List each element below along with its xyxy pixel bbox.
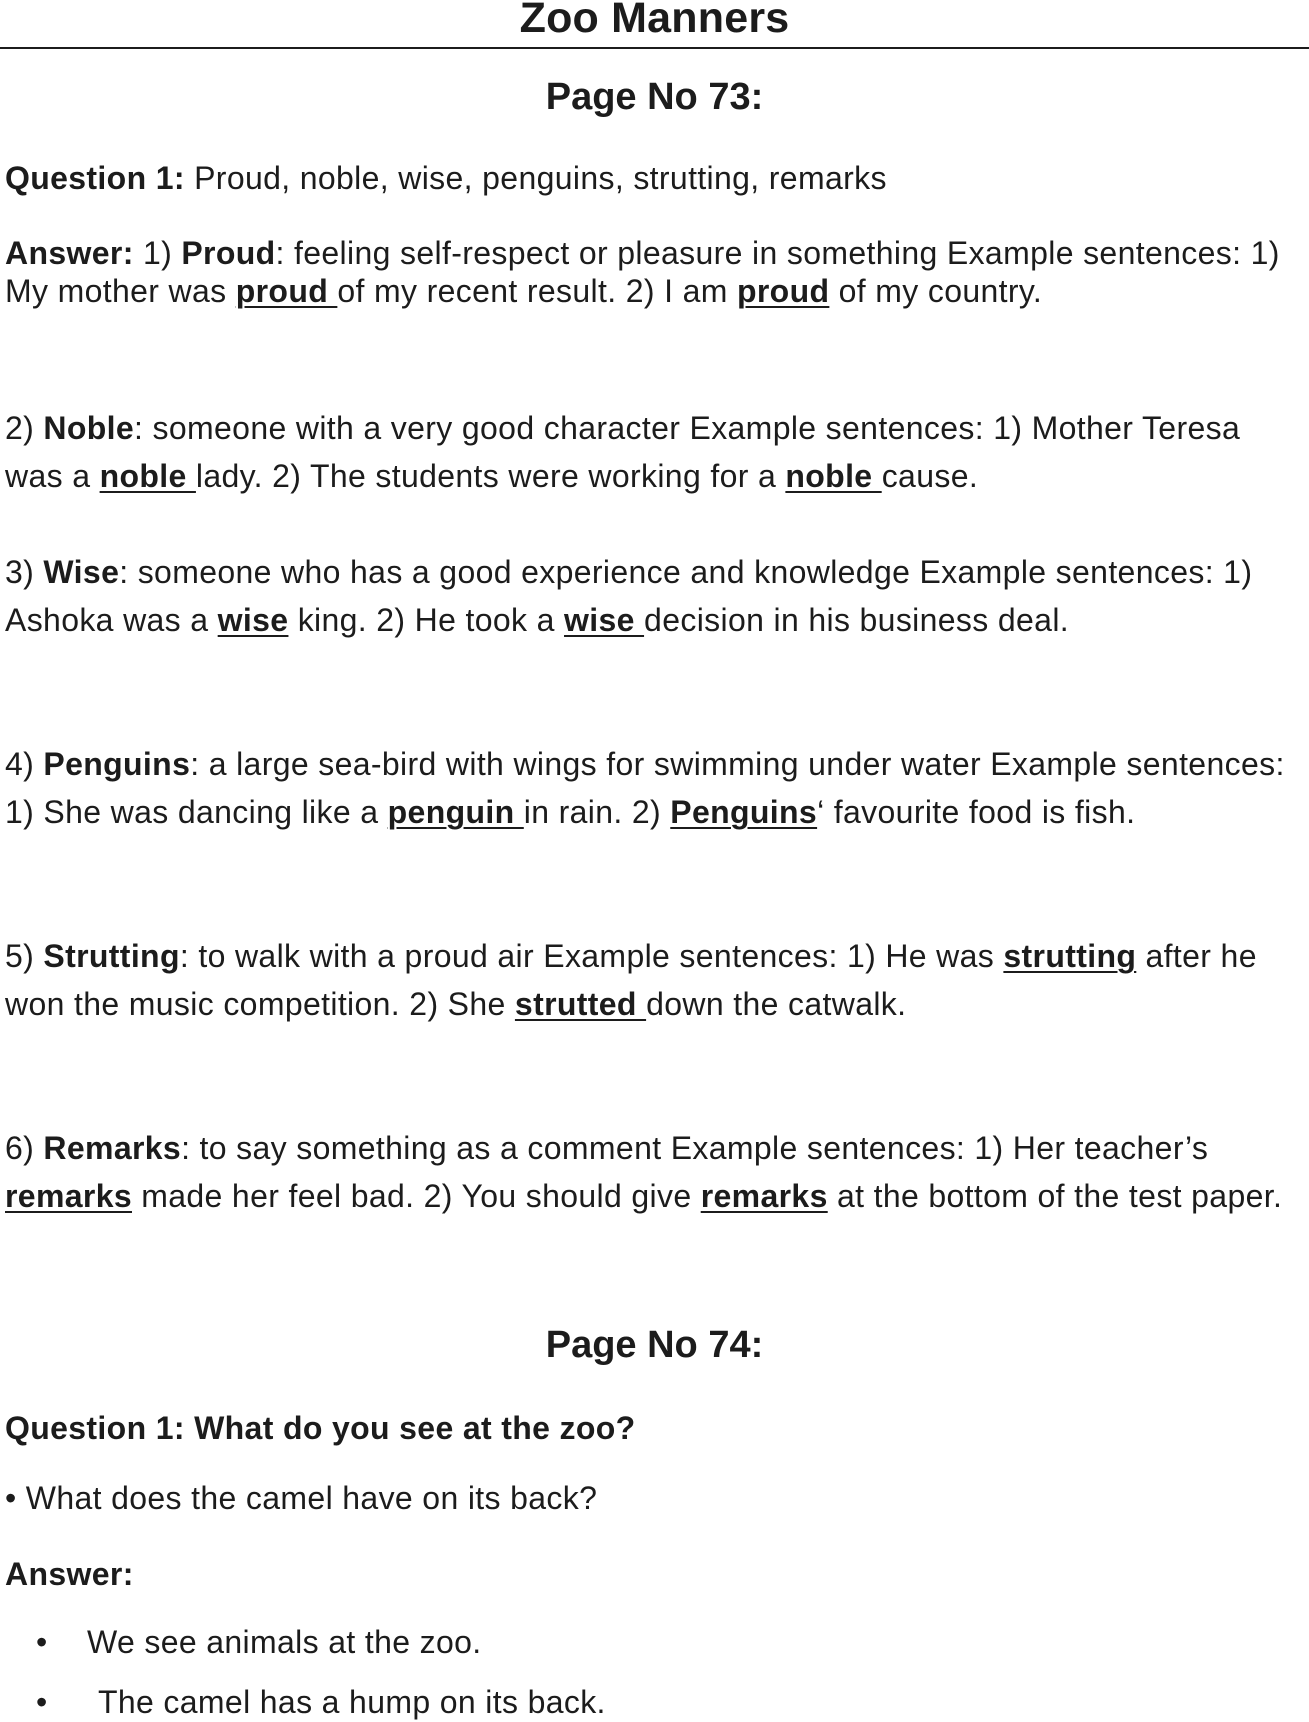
example-word: remarks	[700, 1178, 828, 1214]
vocab-word: Noble	[43, 410, 135, 446]
definition-text: : feeling self-respect or pleasure in something Example sentences: 1) My mother was	[5, 235, 1280, 309]
item-number: 4)	[5, 746, 44, 782]
example-word: wise	[564, 602, 645, 638]
example-word: wise	[217, 602, 289, 638]
definition-text: : to walk with a proud air Example sentences: 1) He was	[179, 938, 1004, 974]
example-text: after he won the music competition. 2) She	[5, 938, 1257, 1022]
question-label: Question 1:	[5, 160, 185, 196]
example-word: proud	[235, 273, 338, 309]
answer-item-penguins	[5, 740, 1305, 836]
answer-item-proud	[5, 234, 1305, 310]
item-number: 5)	[5, 938, 44, 974]
example-text: king. 2) He took a	[288, 602, 565, 638]
page-74-answer-label: Answer:	[5, 1556, 134, 1592]
vocab-word: Remarks	[43, 1130, 182, 1166]
item-number: 3)	[5, 554, 44, 590]
document-title: Zoo Manners	[519, 0, 790, 42]
example-word: proud	[736, 273, 830, 309]
example-word: strutting	[1003, 938, 1137, 974]
definition-text: : someone who has a good experience and knowledge Example sentences: 1) Ashoka was a	[5, 554, 1253, 638]
vocab-word: Wise	[43, 554, 120, 590]
vocab-word: Proud	[181, 235, 276, 271]
title-divider	[0, 47, 1309, 49]
bullet-icon: •	[36, 1684, 48, 1720]
answer-item-strutting	[5, 932, 1305, 1028]
question-text: Proud, noble, wise, penguins, strutting, remarks	[184, 160, 887, 196]
example-text: at the bottom of the test paper.	[827, 1178, 1283, 1214]
example-word: noble	[785, 458, 882, 494]
item-number: 6)	[5, 1130, 44, 1166]
example-text: of my recent result. 2) I am	[337, 273, 737, 309]
example-text: in rain. 2)	[523, 794, 671, 830]
answer-text: The camel has a hump on its back.	[98, 1684, 606, 1720]
example-word: noble	[99, 458, 196, 494]
example-text: made her feel bad. 2) You should give	[132, 1178, 701, 1214]
sub-question: • What does the camel have on its back?	[5, 1480, 598, 1516]
example-text: lady. 2) The students were working for a	[195, 458, 786, 494]
example-word: penguin	[387, 794, 524, 830]
answer-item-remarks	[5, 1124, 1305, 1220]
vocab-word: Penguins	[43, 746, 191, 782]
vocab-word: Strutting	[43, 938, 180, 974]
example-text: cause.	[881, 458, 979, 494]
example-text: down the catwalk.	[646, 986, 907, 1022]
answer-item-wise	[5, 548, 1305, 644]
bullet-icon: •	[36, 1624, 48, 1660]
page-73-question	[5, 158, 1305, 198]
definition-text: : a large sea-bird with wings for swimming under water Example sentences: 1) She was dancing like a	[5, 746, 1285, 830]
example-text: ‘ favourite food is fish.	[817, 794, 1136, 830]
item-number: 2)	[5, 410, 44, 446]
page-73-heading: Page No 73:	[545, 76, 764, 118]
example-word: strutted	[514, 986, 647, 1022]
answer-label: Answer:	[5, 235, 134, 271]
page-74-heading: Page No 74:	[545, 1324, 764, 1366]
answer-text: We see animals at the zoo.	[87, 1624, 482, 1660]
answer-item-noble	[5, 404, 1305, 500]
definition-text: : someone with a very good character Example sentences: 1) Mother Teresa was a	[5, 410, 1241, 494]
item-number: 1)	[133, 235, 182, 271]
example-word: Penguins	[670, 794, 818, 830]
example-text: of my country.	[829, 273, 1043, 309]
example-word: remarks	[5, 1178, 132, 1214]
example-text: decision in his business deal.	[644, 602, 1070, 638]
definition-text: : to say something as a comment Example sentences: 1) Her teacher’s	[181, 1130, 1209, 1166]
page-74-question: Question 1: What do you see at the zoo?	[5, 1410, 636, 1446]
